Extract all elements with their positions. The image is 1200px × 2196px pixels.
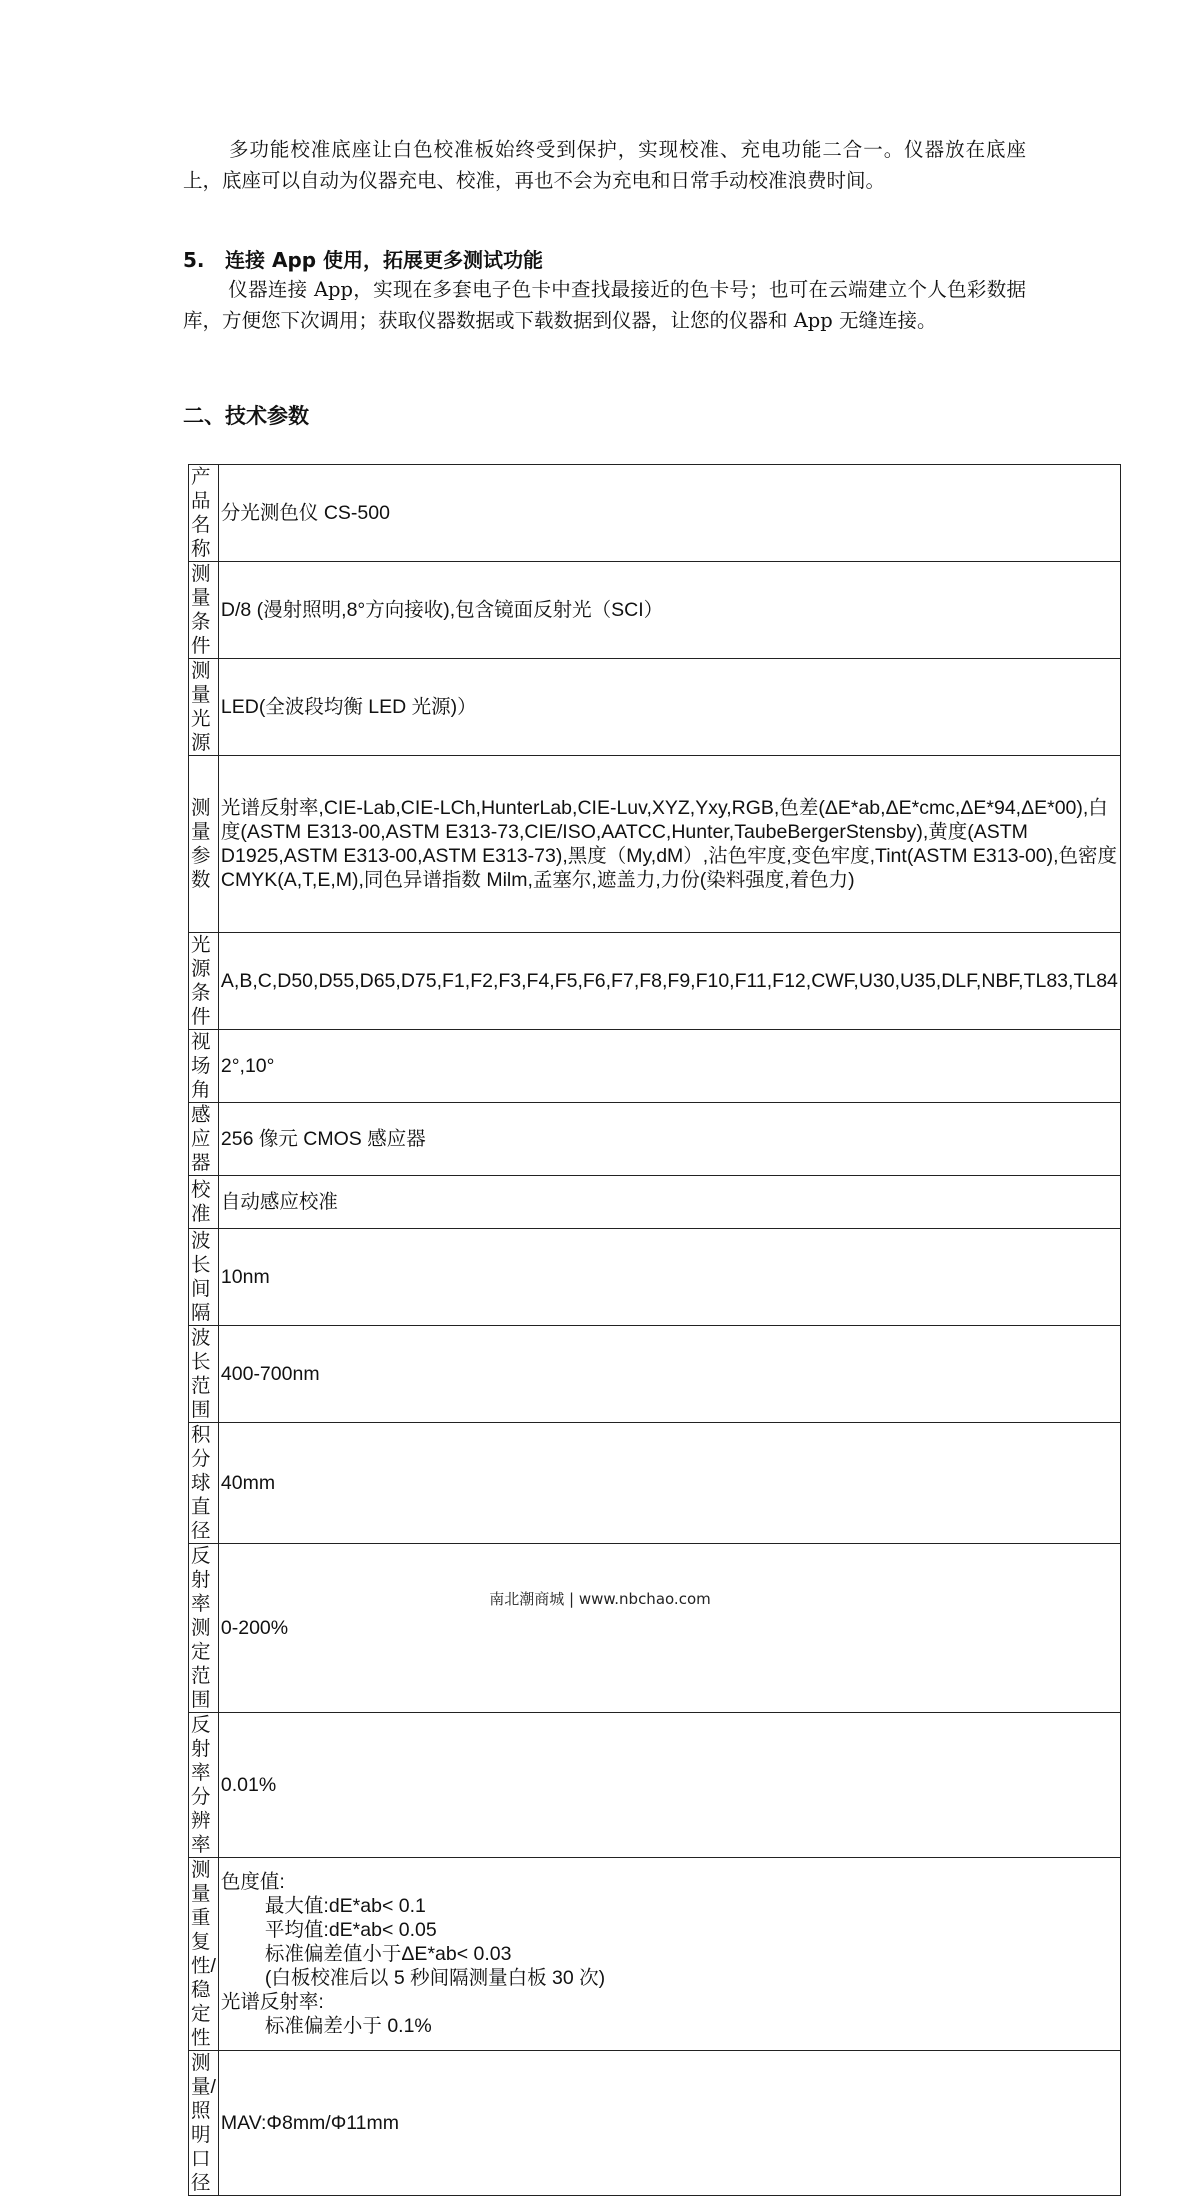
intro-paragraph <box>183 134 1026 196</box>
spec-row <box>189 465 1121 562</box>
spec-key: 反射率分辨率 <box>189 1713 219 1858</box>
section-5-paragraph <box>183 274 1026 336</box>
spec-value-line: 标准偏差小于 0.1% <box>264 2015 432 2037</box>
spec-row <box>189 1423 1121 1544</box>
spec-row <box>189 933 1121 1030</box>
spec-row <box>189 1326 1121 1423</box>
intro-text: 多功能校准底座让白色校准板始终受到保护，实现校准、充电功能二合一。仪器放在底座上，底座可以自动为仪器充电、校准，再也不会为充电和日常手动校准浪费时间。 <box>183 138 1026 192</box>
spec-key: 感应器 <box>189 1103 219 1176</box>
footer: 南北潮商城 | www.nbchao.com <box>489 1590 711 1608</box>
spec-value <box>218 1858 1120 2051</box>
spec-key: 波长间隔 <box>189 1229 219 1326</box>
spec-value: 分光测色仪 CS-500 <box>218 465 1120 562</box>
spec-key: 测量光源 <box>189 659 219 756</box>
spec-key: 产品名称 <box>189 465 219 562</box>
spec-value-line: (白板校准后以 5 秒间隔测量白板 30 次) <box>264 1967 606 1989</box>
spec-table <box>188 464 1121 2196</box>
spec-value: 自动感应校准 <box>218 1176 1120 1229</box>
spec-value: 2°,10° <box>218 1030 1120 1103</box>
spec-key: 积分球直径 <box>189 1423 219 1544</box>
spec-value-line: 平均值:dE*ab< 0.05 <box>264 1919 437 1941</box>
spec-value: D/8 (漫射照明,8°方向接收),包含镜面反射光（SCI） <box>218 562 1120 659</box>
section-5-text: 仪器连接 App，实现在多套电子色卡中查找最接近的色卡号；也可在云端建立个人色彩数据库，方便您下次调用；获取仪器数据或下载数据到仪器，让您的仪器和 App 无缝连接。 <box>183 278 1026 332</box>
spec-value: A,B,C,D50,D55,D65,D75,F1,F2,F3,F4,F5,F6,F7,F8,F9,F10,F11,F12,CWF,U30,U35,DLF,NBF,TL83,TL84 <box>218 933 1120 1030</box>
spec-value: LED(全波段均衡 LED 光源)） <box>218 659 1120 756</box>
spec-value: 40mm <box>218 1423 1120 1544</box>
spec-row <box>189 2051 1121 2196</box>
spec-key: 测量/照明口径 <box>189 2051 219 2196</box>
spec-key: 视场角 <box>189 1030 219 1103</box>
spec-value: 400-700nm <box>218 1326 1120 1423</box>
spec-key: 测量条件 <box>189 562 219 659</box>
spec-value: 10nm <box>218 1229 1120 1326</box>
spec-key: 校准 <box>189 1176 219 1229</box>
spec-value-line: 色度值: <box>220 1871 285 1893</box>
spec-value-line: 最大值:dE*ab< 0.1 <box>264 1895 426 1917</box>
spec-value-line: 光谱反射率: <box>220 1991 324 2013</box>
spec-row <box>189 1544 1121 1713</box>
spec-row <box>189 659 1121 756</box>
section-number: 5. <box>183 248 205 272</box>
spec-row <box>189 756 1121 933</box>
spec-row <box>189 1229 1121 1326</box>
spec-value: MAV:Φ8mm/Φ11mm <box>218 2051 1120 2196</box>
spec-value: 光谱反射率,CIE-Lab,CIE-LCh,HunterLab,CIE-Luv,XYZ,Yxy,RGB,色差(ΔE*ab,ΔE*cmc,ΔE*94,ΔE*00),白度(ASTM E313-00,ASTM E313-73,CIE/ISO,AATCC,Hunter,TaubeBergerStensby),黄度(ASTM D1925,ASTM E313-00,ASTM E313-73),黑度（My,dM）,沾色牢度,变色牢度,Tint(ASTM E313-00),色密度 CMYK(A,T,E,M),同色异谱指数 Milm,孟塞尔,遮盖力,力份(染料强度,着色力) <box>218 756 1120 933</box>
spec-row <box>189 1030 1121 1103</box>
section-title: 连接 App 使用，拓展更多测试功能 <box>225 248 544 272</box>
tech-params-heading: 二、技术参数 <box>183 404 309 428</box>
spec-key: 反射率测定范围 <box>189 1544 219 1713</box>
spec-value: 0.01% <box>218 1713 1120 1858</box>
spec-row <box>189 1713 1121 1858</box>
section-5-heading <box>183 244 543 273</box>
spec-value: 256 像元 CMOS 感应器 <box>218 1103 1120 1176</box>
spec-value: 0-200% <box>218 1544 1120 1713</box>
spec-row <box>189 562 1121 659</box>
spec-row <box>189 1103 1121 1176</box>
spec-row <box>189 1176 1121 1229</box>
spec-key: 测量参数 <box>189 756 219 933</box>
spec-key: 测量重复性/稳定性 <box>189 1858 219 2051</box>
spec-key: 波长范围 <box>189 1326 219 1423</box>
spec-value-line: 标准偏差值小于ΔE*ab< 0.03 <box>264 1943 512 1965</box>
spec-key: 光源条件 <box>189 933 219 1030</box>
spec-row <box>189 1858 1121 2051</box>
